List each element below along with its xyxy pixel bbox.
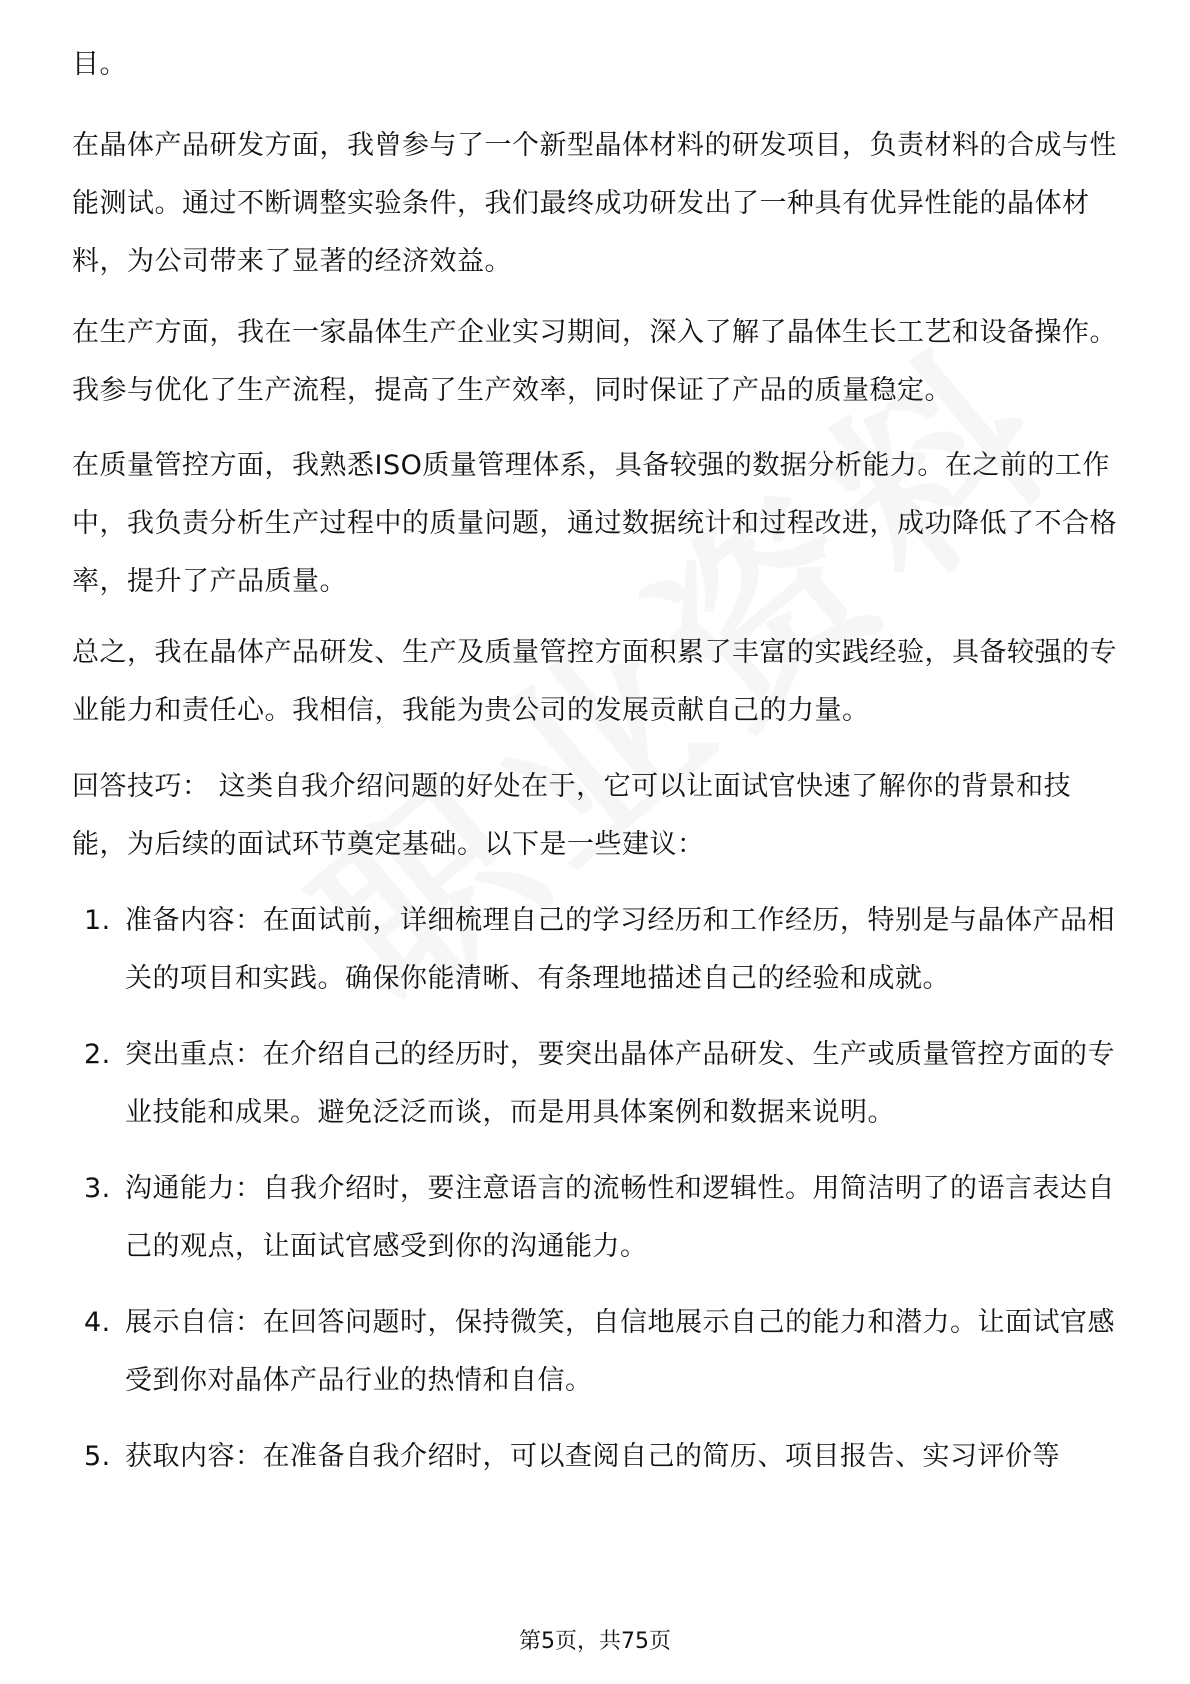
paragraph-quality: 在质量管控方面，我熟悉ISO质量管理体系，具备较强的数据分析能力。在之前的工作中，我负责分析生产过程中的质量问题，通过数据统计和过程改进，成功降低了不合格率，提升了产品质量。 (72, 450, 1117, 597)
list-number: 4. (84, 1307, 111, 1338)
list-item (84, 1294, 1124, 1410)
paragraph-tips: 回答技巧： 这类自我介绍问题的好处在于，它可以让面试官快速了解你的背景和技能，为后续的面试环节奠定基础。以下是一些建议： (72, 771, 1072, 860)
list-number: 5. (84, 1441, 111, 1472)
page-number-footer: 第5页，共75页 (519, 1629, 671, 1654)
list-number: 3. (84, 1173, 111, 1204)
list-text: 准备内容：在面试前，详细梳理自己的学习经历和工作经历，特别是与晶体产品相关的项目和实践。确保你能清晰、有条理地描述自己的经验和成就。 (125, 905, 1115, 994)
paragraph-summary: 总之，我在晶体产品研发、生产及质量管控方面积累了丰富的实践经验，具备较强的专业能力和责任心。我相信，我能为贵公司的发展贡献自己的力量。 (72, 637, 1117, 726)
list-text: 获取内容：在准备自我介绍时，可以查阅自己的简历、项目报告、实习评价等 (125, 1441, 1060, 1472)
list-text: 展示自信：在回答问题时，保持微笑，自信地展示自己的能力和潜力。让面试官感受到你对晶体产品行业的热情和自信。 (125, 1307, 1115, 1396)
list-item (84, 892, 1124, 1008)
list-text: 沟通能力：自我介绍时，要注意语言的流畅性和逻辑性。用简洁明了的语言表达自己的观点，让面试官感受到你的沟通能力。 (125, 1173, 1115, 1262)
list-number: 1. (84, 905, 111, 936)
list-item (84, 1428, 1124, 1486)
paragraph-continuation: 目。 (72, 49, 127, 80)
list-text: 突出重点：在介绍自己的经历时，要突出晶体产品研发、生产或质量管控方面的专业技能和成果。避免泛泛而谈，而是用具体案例和数据来说明。 (125, 1039, 1115, 1128)
paragraph-production: 在生产方面，我在一家晶体生产企业实习期间，深入了解了晶体生长工艺和设备操作。我参与优化了生产流程，提高了生产效率，同时保证了产品的质量稳定。 (72, 317, 1117, 406)
paragraph-rnd: 在晶体产品研发方面，我曾参与了一个新型晶体材料的研发项目，负责材料的合成与性能测试。通过不断调整实验条件，我们最终成功研发出了一种具有优异性能的晶体材料，为公司带来了显著的经济效益。 (72, 130, 1117, 277)
list-item (84, 1026, 1124, 1142)
list-number: 2. (84, 1039, 111, 1070)
list-item (84, 1160, 1124, 1276)
